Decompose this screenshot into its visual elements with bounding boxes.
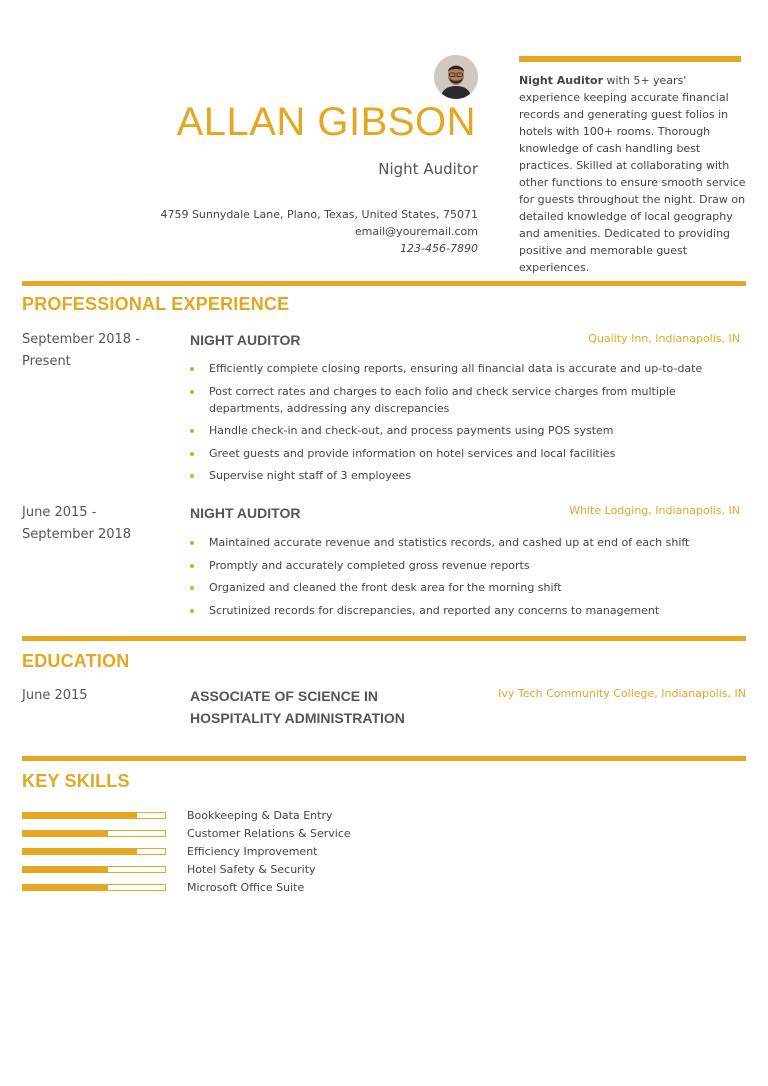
skill-item bbox=[22, 862, 422, 880]
contact-block bbox=[160, 206, 478, 257]
email: email@youremail.com bbox=[354, 225, 478, 238]
bullet-text: Greet guests and provide information on hotel services and local facilities bbox=[209, 446, 616, 460]
bullet-item bbox=[190, 383, 740, 417]
phone: 123-456-7890 bbox=[400, 242, 478, 255]
skill-label: Bookkeeping & Data Entry bbox=[187, 809, 333, 822]
bullet-text: Supervise night staff of 3 employees bbox=[209, 469, 412, 483]
bullet-item bbox=[190, 579, 740, 596]
experience-heading: PROFESSIONAL EXPERIENCE bbox=[22, 294, 290, 314]
job-role: NIGHT AUDITOR bbox=[190, 505, 301, 521]
skill-level-bar bbox=[22, 866, 166, 873]
bullet-item bbox=[190, 445, 740, 462]
profile-photo bbox=[434, 55, 478, 99]
section-divider bbox=[22, 636, 746, 641]
job-date: September 2018 - Present bbox=[22, 332, 140, 369]
skill-level-bar bbox=[22, 830, 166, 837]
education-date: June 2015 bbox=[22, 688, 88, 703]
skill-level-bar bbox=[22, 812, 166, 819]
profile-photo-graphic bbox=[434, 55, 478, 99]
job-role: NIGHT AUDITOR bbox=[190, 332, 301, 348]
education-heading: EDUCATION bbox=[22, 651, 130, 671]
bullet-dot bbox=[190, 609, 194, 613]
bullet-dot bbox=[190, 474, 194, 478]
job-title: Night Auditor bbox=[378, 160, 478, 178]
bullet-item bbox=[190, 360, 740, 377]
skill-label: Customer Relations & Service bbox=[187, 827, 351, 840]
bullet-dot bbox=[190, 429, 194, 433]
bullet-text: Scrutinized records for discrepancies, and reported any concerns to management bbox=[209, 603, 660, 617]
skill-level-fill bbox=[23, 831, 108, 836]
skill-level-fill bbox=[23, 885, 108, 890]
bullet-text: Maintained accurate revenue and statistics records, and cashed up at end of each shift bbox=[209, 536, 690, 549]
skill-item bbox=[22, 808, 422, 826]
summary bbox=[519, 72, 747, 276]
skill-label: Microsoft Office Suite bbox=[187, 881, 305, 894]
bullet-text: Efficiently complete closing reports, ensuring all financial data is accurate and up-to-date bbox=[209, 362, 703, 375]
bullet-item bbox=[190, 534, 740, 551]
skill-item bbox=[22, 880, 422, 898]
candidate-name: ALLAN GIBSON bbox=[176, 100, 476, 144]
skill-level-bar bbox=[22, 884, 166, 891]
skills-list bbox=[22, 808, 422, 898]
summary-accent-bar bbox=[519, 56, 741, 62]
section-divider bbox=[22, 281, 746, 286]
skill-item bbox=[22, 844, 422, 862]
bullet-text: Post correct rates and charges to each folio and check service charges from multiple departments, addressing any discrepancies bbox=[209, 384, 676, 415]
job-date: June 2015 - September 2018 bbox=[22, 505, 132, 542]
bullet-item bbox=[190, 557, 740, 574]
bullet-dot bbox=[190, 586, 194, 590]
job-bullets bbox=[190, 360, 740, 490]
skill-level-bar bbox=[22, 848, 166, 855]
job-company: White Lodging, Indianapolis, IN bbox=[569, 504, 740, 517]
skill-level-fill bbox=[23, 849, 137, 854]
summary-text: with 5+ years' experience keeping accurate financial records and generating guest folios in hotels with 100+ rooms. Thorough knowledge of cash handling best practices. Skilled at collaborating with other functions to ensure smooth service for guests throughout the night. Draw on detailed knowledge of local geography and amenities. Dedicated to providing positive and memorable guest experiences. bbox=[519, 74, 746, 274]
school: Ivy Tech Community College, Indianapolis, IN bbox=[498, 687, 746, 700]
job-bullets bbox=[190, 534, 740, 624]
bullet-dot bbox=[190, 452, 194, 456]
skill-level-fill bbox=[23, 867, 108, 872]
bullet-item bbox=[190, 602, 740, 619]
skill-level-fill bbox=[23, 813, 137, 818]
skills-heading: KEY SKILLS bbox=[22, 771, 130, 791]
skill-label: Efficiency Improvement bbox=[187, 845, 318, 858]
bullet-text: Promptly and accurately completed gross revenue reports bbox=[209, 558, 530, 572]
bullet-dot bbox=[190, 541, 194, 545]
bullet-text: Handle check-in and check-out, and process payments using POS system bbox=[209, 424, 614, 438]
bullet-item bbox=[190, 422, 740, 439]
bullet-dot bbox=[190, 390, 194, 394]
section-divider bbox=[22, 756, 746, 761]
skill-label: Hotel Safety & Security bbox=[187, 863, 316, 876]
bullet-item bbox=[190, 467, 740, 484]
job-company: Quality Inn, Indianapolis, IN bbox=[588, 332, 740, 345]
bullet-text: Organized and cleaned the front desk area for the morning shift bbox=[209, 581, 562, 595]
summary-lead: Night Auditor bbox=[519, 74, 603, 87]
bullet-dot bbox=[190, 367, 194, 371]
bullet-dot bbox=[190, 564, 194, 568]
degree-line: ASSOCIATE OF SCIENCE IN bbox=[190, 688, 378, 704]
degree-line: HOSPITALITY ADMINISTRATION bbox=[190, 710, 405, 726]
address: 4759 Sunnydale Lane, Plano, Texas, United States, 75071 bbox=[160, 208, 478, 221]
degree bbox=[190, 685, 405, 729]
skill-item bbox=[22, 826, 422, 844]
